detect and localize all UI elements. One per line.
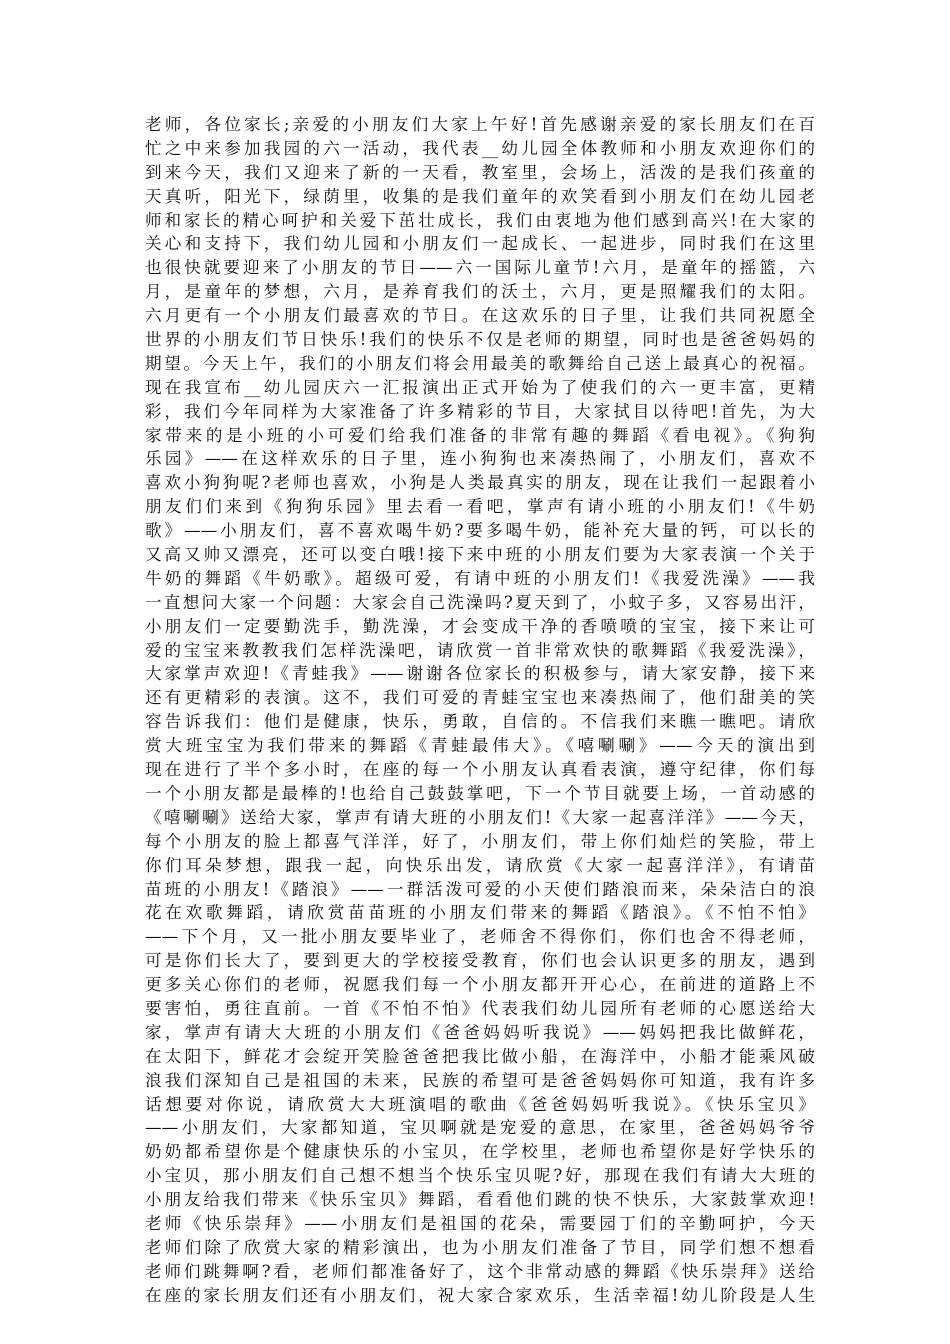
text-line: 容告诉我们：他们是健康，快乐，勇敢，自信的。不信我们来瞧一瞧吧。请欣 [145,712,815,732]
text-line: 乐园》——在这样欢乐的日子里，连小狗狗也来凑热闹了，小朋友们，喜欢不 [145,449,815,469]
text-line: 彩，我们今年同样为大家准备了许多精彩的节目，大家拭目以待吧!首先，为大 [145,401,815,421]
text-line: 小朋友给我们带来《快乐宝贝》舞蹈，看看他们跳的快不快乐，大家鼓掌欢迎! [145,1190,815,1210]
text-line: 一直想问大家一个问题：大家会自己洗澡吗?夏天到了，小蚊子多，又容易出汗， [145,592,815,612]
text-line: 可是你们长大了，要到更大的学校接受教育，你们也会认识更多的朋友，遇到 [145,951,815,971]
text-line: 月，是童年的梦想，六月，是养育我们的沃土，六月，更是照耀我们的太阳。 [145,282,815,302]
text-line: 一个小朋友都是最棒的!也给自己鼓鼓掌吧，下一个节目就要上场，一首动感的 [145,783,815,803]
text-line: 家带来的是小班的小可爱们给我们准备的非常有趣的舞蹈《看电视》。《狗狗 [145,425,815,445]
text-line: 在座的家长朋友们还有小朋友们，祝大家合家欢乐，生活幸福!幼儿阶段是人生 [145,1285,815,1305]
text-line: 也很快就要迎来了小朋友的节日——六一国际儿童节!六月，是童年的摇篮，六 [145,258,815,278]
text-line: 家，掌声有请大大班的小朋友们《爸爸妈妈听我说》——妈妈把我比做鲜花， [145,1022,815,1042]
text-line: 现在进行了半个多小时，在座的每一个小朋友认真看表演，遵守纪律，你们每 [145,760,815,780]
text-line: ——小朋友们，大家都知道，宝贝啊就是宠爱的意思，在家里，爸爸妈妈爷爷 [145,1118,815,1138]
text-line: 天真听，阳光下，绿荫里，收集的是我们童年的欢笑看到小朋友们在幼儿园老 [145,186,815,206]
text-line: 关心和支持下，我们幼儿园和小朋友们一起成长、一起进步，同时我们在这里 [145,234,815,254]
text-line: 浪我们深知自己是祖国的未来，民族的希望可是爸爸妈妈你可知道，我有许多 [145,1070,815,1090]
text-line: 爱的宝宝来教教我们怎样洗澡吧，请欣赏一首非常欢快的歌舞蹈《我爱洗澡》， [145,640,815,660]
text-line: 现在我宣布__幼儿园庆六一汇报演出正式开始为了使我们的六一更丰富，更精 [145,377,815,397]
text-line: 忙之中来参加我园的六一活动，我代表__幼儿园全体教师和小朋友欢迎你们的 [145,138,815,158]
text-line: 每个小朋友的脸上都喜气洋洋，好了，小朋友们，带上你们灿烂的笑脸，带上 [145,831,815,851]
text-line: 世界的小朋友们节日快乐!我们的快乐不仅是老师的期望，同时也是爸爸妈妈的 [145,330,815,350]
text-line: 奶奶都希望你是个健康快乐的小宝贝，在学校里，老师也希望你是好学快乐的 [145,1142,815,1162]
text-line: 牛奶的舞蹈《牛奶歌》。超级可爱，有请中班的小朋友们!《我爱洗澡》——我 [145,568,815,588]
text-line: 老师，各位家长;亲爱的小朋友们大家上午好!首先感谢亲爱的家长朋友们在百 [145,115,815,134]
text-line: 小朋友们一定要勤洗手，勤洗澡，才会变成干净的香喷喷的宝宝，接下来让可 [145,616,815,636]
text-line: 赏大班宝宝为我们带来的舞蹈《青蛙最伟大》。《嘻唰唰》——今天的演出到 [145,736,815,756]
text-line: 六月更有一个小朋友们最喜欢的节日。在这欢乐的日子里，让我们共同祝愿全 [145,306,815,326]
text-line: 歌》——小朋友们，喜不喜欢喝牛奶?要多喝牛奶，能补充大量的钙，可以长的 [145,521,815,541]
text-line: 又高又帅又漂亮，还可以变白哦!接下来中班的小朋友们要为大家表演一个关于 [145,545,815,565]
text-line: 老师们除了欣赏大家的精彩演出，也为小朋友们准备了节目，同学们想不想看 [145,1237,815,1257]
text-line: 老师《快乐崇拜》——小朋友们是祖国的花朵，需要园丁们的辛勤呵护，今天 [145,1213,815,1233]
text-line: 大家掌声欢迎!《青蛙我》——谢谢各位家长的积极参与，请大家安静，接下来 [145,664,815,684]
text-line: ——下个月，又一批小朋友要毕业了，老师舍不得你们，你们也舍不得老师， [145,927,815,947]
speech-text-block [145,113,815,1308]
text-line: 苗班的小朋友!《踏浪》——一群活泼可爱的小天使们踏浪而来，朵朵洁白的浪 [145,879,815,899]
text-line: 老师们跳舞啊?看，老师们都准备好了，这个非常动感的舞蹈《快乐崇拜》送给 [145,1261,815,1281]
text-line: 朋友们们来到《狗狗乐园》里去看一看吧，掌声有请小班的小朋友们!《牛奶 [145,497,815,517]
text-line: 小宝贝，那小朋友们自己想不想当个快乐宝贝呢?好，那现在我们有请大大班的 [145,1166,815,1186]
text-line: 还有更精彩的表演。这不，我们可爱的青蛙宝宝也来凑热闹了，他们甜美的笑 [145,688,815,708]
text-line: 师和家长的精心呵护和关爱下茁壮成长，我们由衷地为他们感到高兴!在大家的 [145,210,815,230]
text-line: 更多关心你们的老师，祝愿我们每一个小朋友都开开心心，在前进的道路上不 [145,975,815,995]
text-line: 到来今天，我们又迎来了新的一天看，教室里，会场上，活泼的是我们孩童的 [145,162,815,182]
text-line: 花在欢歌舞蹈，请欣赏苗苗班的小朋友们带来的舞蹈《踏浪》。《不怕不怕》 [145,903,815,923]
text-line: 你们耳朵梦想，跟我一起，向快乐出发，请欣赏《大家一起喜洋洋》，有请苗 [145,855,815,875]
text-line: 要害怕，勇往直前。一首《不怕不怕》代表我们幼儿园所有老师的心愿送给大 [145,998,815,1018]
text-line: 喜欢小狗狗呢?老师也喜欢，小狗是人类最真实的朋友，现在让我们一起跟着小 [145,473,815,493]
text-line: 期望。今天上午，我们的小朋友们将会用最美的歌舞给自己送上最真心的祝福。 [145,353,815,373]
text-line: 在太阳下，鲜花才会绽开笑脸爸爸把我比做小船，在海洋中，小船才能乘风破 [145,1046,815,1066]
text-line: 话想要对你说，请欣赏大大班演唱的歌曲《爸爸妈妈听我说》。《快乐宝贝》 [145,1094,815,1114]
text-line: 《嘻唰唰》送给大家，掌声有请大班的小朋友们!《大家一起喜洋洋》——今天， [145,807,815,827]
